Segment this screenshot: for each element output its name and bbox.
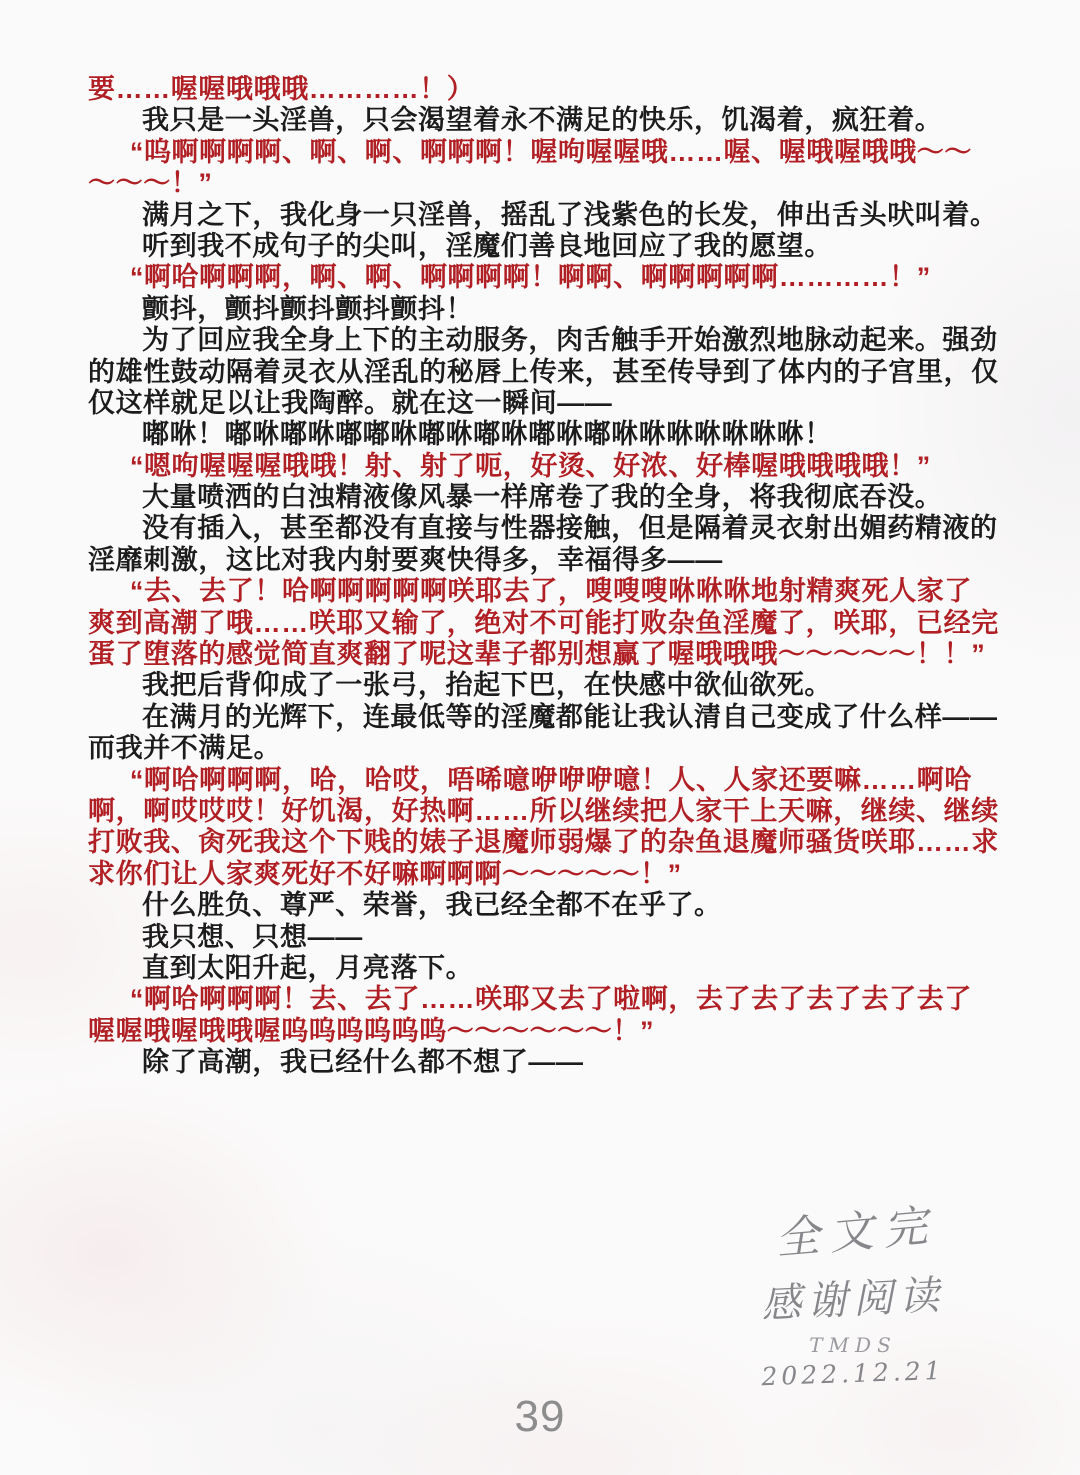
signature-date: 2022.12.21 xyxy=(760,1355,946,1392)
text-line: 在满月的光辉下，连最低等的淫魔都能让我认清自己变成了什么样—— xyxy=(142,701,998,732)
text-line: 我只想、只想—— xyxy=(142,921,363,952)
story-text-block xyxy=(88,74,1028,1079)
text-line: 嘟咻！嘟咻嘟咻嘟嘟咻嘟咻嘟咻嘟咻嘟咻咻咻咻咻咻咻！ xyxy=(142,419,832,450)
signature-complete-label: 全文完 xyxy=(773,1200,940,1265)
text-line: 我只是一头淫兽，只会渴望着永不满足的快乐，饥渴着，疯狂着。 xyxy=(142,105,943,136)
text-line: “啊哈啊啊啊！去、去了……咲耶又去了啦啊，去了去了去了去了去了 xyxy=(129,984,972,1015)
signature-thanks-label: 感谢阅读 xyxy=(760,1272,947,1328)
text-line: 爽到高潮了哦……咲耶又输了，绝对不可能打败杂鱼淫魔了，咲耶，已经完 xyxy=(88,607,999,638)
text-line: “啊哈啊啊啊，啊、啊、啊啊啊啊！啊啊、啊啊啊啊啊…………！” xyxy=(129,262,931,293)
text-line: 喔喔哦喔哦哦喔呜呜呜呜呜呜～～～～～～！” xyxy=(88,1015,655,1046)
page-number: 39 xyxy=(514,1392,566,1441)
text-line: 没有插入，甚至都没有直接与性器接触，但是隔着灵衣射出媚药精液的 xyxy=(142,513,998,544)
text-line: 淫靡刺激，这比对我内射要爽快得多，幸福得多—— xyxy=(88,544,723,575)
text-line: 直到太阳升起，月亮落下。 xyxy=(142,952,474,983)
text-line: 我把后背仰成了一张弓，抬起下巴，在快感中欲仙欲死。 xyxy=(142,670,832,701)
text-line: 大量喷洒的白浊精液像风暴一样席卷了我的全身，将我彻底吞没。 xyxy=(142,482,943,513)
text-line: 除了高潮，我已经什么都不想了—— xyxy=(142,1047,584,1078)
text-line: 要……喔喔哦哦哦…………！） xyxy=(88,74,475,104)
text-line: 而我并不满足。 xyxy=(88,733,282,764)
text-line: 为了回应我全身上下的主动服务，肉舌触手开始激烈地脉动起来。强劲 xyxy=(142,325,998,356)
text-line: “去、去了！哈啊啊啊啊啊咲耶去了，嗖嗖嗖咻咻咻地射精爽死人家了 xyxy=(129,576,972,607)
text-line: “呜啊啊啊啊、啊、啊、啊啊啊！喔呴喔喔哦……喔、喔哦喔哦哦～～ xyxy=(129,136,972,167)
text-line: 颤抖，颤抖颤抖颤抖颤抖！ xyxy=(142,293,474,324)
text-line: 的雄性鼓动隔着灵衣从淫乱的秘唇上传来，甚至传导到了体内的子宫里，仅 xyxy=(88,356,999,387)
text-line: 蛋了堕落的感觉简直爽翻了呢这辈子都别想赢了喔哦哦哦～～～～～！！” xyxy=(88,639,986,670)
text-line: “啊哈啊啊啊，哈，哈哎，唔唏噫咿咿咿噫！人、人家还要嘛……啊哈 xyxy=(129,764,972,795)
author-signature xyxy=(688,1196,1018,1392)
text-line: 求你们让人家爽死好不好嘛啊啊啊～～～～～！” xyxy=(88,858,682,889)
text-line: 仅这样就足以让我陶醉。就在这一瞬间—— xyxy=(88,387,613,418)
text-line: 听到我不成句子的尖叫，淫魔们善良地回应了我的愿望。 xyxy=(142,230,832,261)
text-line: “嗯呴喔喔喔哦哦！射、射了呃，好烫、好浓、好棒喔哦哦哦哦！” xyxy=(129,450,931,481)
text-line: 啊，啊哎哎哎！好饥渴，好热啊……所以继续把人家干上天嘛，继续、继续 xyxy=(88,795,999,826)
text-line: 什么胜负、尊严、荣誉，我已经全都不在乎了。 xyxy=(142,890,722,921)
text-line: 满月之下，我化身一只淫兽，摇乱了浅紫色的长发，伸出舌头吠叫着。 xyxy=(142,199,998,230)
signature-initials: TMDS xyxy=(809,1333,897,1357)
text-line: 打败我、肏死我这个下贱的婊子退魔师弱爆了的杂鱼退魔师骚货咲耶……求 xyxy=(88,827,999,858)
text-line: ～～～！” xyxy=(88,168,213,199)
